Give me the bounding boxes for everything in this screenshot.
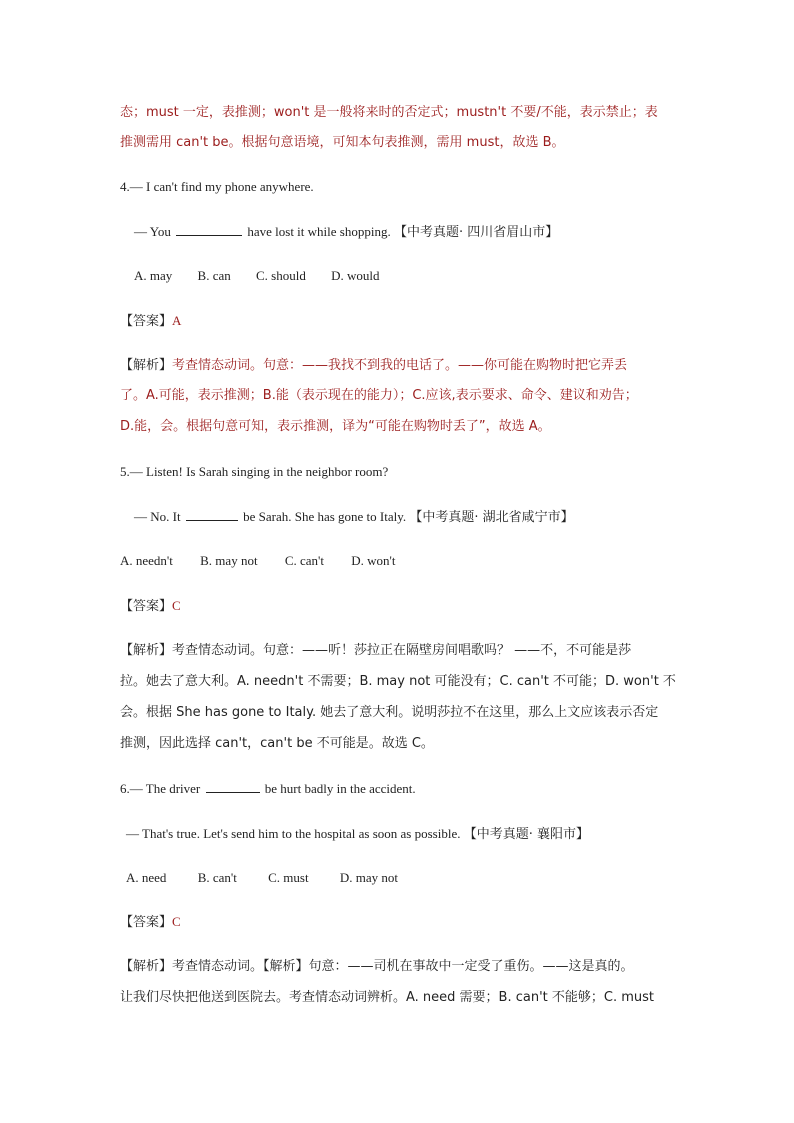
q6-stem: [120, 779, 416, 799]
q6-blank: [206, 780, 260, 793]
q6-line-2: [126, 824, 589, 845]
q6-answer-label: 【答案】: [120, 915, 173, 930]
q4-source: 【中考真题· 四川省眉山市】: [393, 225, 559, 240]
q6-analysis-text-1a: 考查情态动词。: [172, 959, 264, 974]
q5-answer-label: 【答案】: [120, 599, 173, 614]
q4-option-b: B. can: [197, 268, 231, 283]
q5-stem: 5.— Listen! Is Sarah singing in the neighbor room?: [120, 464, 389, 479]
q6-stem-post: be hurt badly in the accident.: [264, 781, 416, 796]
q4-answer: [120, 311, 181, 332]
q6-option-b: B. can't: [197, 870, 237, 885]
q4-options: [134, 266, 401, 286]
q4-line2-post: have lost it while shopping.: [247, 224, 391, 239]
q5-analysis-line-1: [120, 641, 631, 661]
q5-analysis-text-1: 考查情态动词。句意：——听！莎拉正在隔壁房间唱歌吗？ ——不，不可能是莎: [172, 643, 632, 658]
q5-analysis-label: 【解析】: [120, 643, 173, 658]
q5-option-b: B. may not: [200, 553, 258, 568]
q5-line-2: [134, 507, 574, 528]
q4-analysis-label: 【解析】: [120, 358, 173, 373]
q4-analysis-line-3: D.能，会。根据句意可知，表示推测，译为“可能在购物时丢了”，故选 A。: [120, 419, 551, 434]
prev-analysis-line-1: 态；must 一定，表推测；won't 是一般将来时的否定式；mustn't 不要/不能，表示禁止；表: [120, 105, 658, 120]
q5-line2-pre: — No. It: [134, 509, 181, 524]
q4-option-d: D. would: [331, 268, 380, 283]
q6-source: 【中考真题· 襄阳市】: [463, 827, 589, 842]
q5-analysis-line-4: 推测，因此选择 can't，can't be 不可能是。故选 C。: [120, 736, 434, 751]
q6-analysis-line-1: [120, 957, 634, 977]
q4-answer-value: A: [172, 313, 182, 328]
q5-answer-value: C: [172, 598, 181, 613]
q6-analysis-label-2: 【解析】: [263, 959, 309, 974]
q5-analysis-line-3: 会。根据 She has gone to Italy. 她去了意大利。说明莎拉不在这里，那么上文应该表示否定: [120, 705, 659, 720]
q6-option-c: C. must: [268, 870, 309, 885]
q4-answer-label: 【答案】: [120, 314, 173, 329]
q6-line2-text: — That's true. Let's send him to the hospital as soon as possible.: [126, 826, 461, 841]
q4-analysis-line-2: 了。A.可能，表示推测；B.能（表示现在的能力）；C.应该,表示要求、命令、建议和劝告；: [120, 388, 638, 403]
q6-answer-value: C: [172, 914, 181, 929]
q6-answer: [120, 912, 181, 933]
q4-line-2: [134, 222, 558, 243]
q6-option-a: A. need: [126, 870, 167, 885]
q5-answer: [120, 596, 181, 617]
q5-options: [120, 551, 395, 571]
q4-option-a: A. may: [134, 268, 173, 283]
q4-option-c: C. should: [256, 268, 306, 283]
q5-blank: [186, 508, 238, 521]
q4-analysis-line-1: [120, 356, 627, 376]
q6-analysis-line-2: 让我们尽快把他送到医院去。考查情态动词辨析。A. need 需要；B. can't 不能够；C. must: [120, 990, 655, 1005]
q4-blank: [176, 223, 242, 236]
q5-line2-post: be Sarah. She has gone to Italy.: [243, 509, 407, 524]
q6-options: [126, 868, 398, 888]
q5-option-a: A. needn't: [120, 553, 173, 568]
q5-option-d: D. won't: [351, 553, 396, 568]
q6-option-d: D. may not: [339, 870, 398, 885]
q5-analysis-line-2: 拉。她去了意大利。A. needn't 不需要；B. may not 可能没有；C. can't 不可能；D. won't 不: [120, 674, 676, 689]
q4-line2-pre: — You: [134, 224, 171, 239]
q6-analysis-text-1b: 句意：——司机在事故中一定受了重伤。——这是真的。: [308, 959, 634, 974]
q6-analysis-label: 【解析】: [120, 959, 173, 974]
q4-stem: 4.— I can't find my phone anywhere.: [120, 179, 314, 194]
prev-analysis-line-2: 推测需用 can't be。根据句意语境，可知本句表推测，需用 must，故选 B。: [120, 135, 565, 150]
q6-stem-pre: 6.— The driver: [120, 781, 201, 796]
q5-source: 【中考真题· 湖北省咸宁市】: [409, 510, 574, 525]
q5-option-c: C. can't: [284, 553, 324, 568]
q4-analysis-text-1: 考查情态动词。句意：——我找不到我的电话了。——你可能在购物时把它弄丢: [172, 358, 628, 373]
